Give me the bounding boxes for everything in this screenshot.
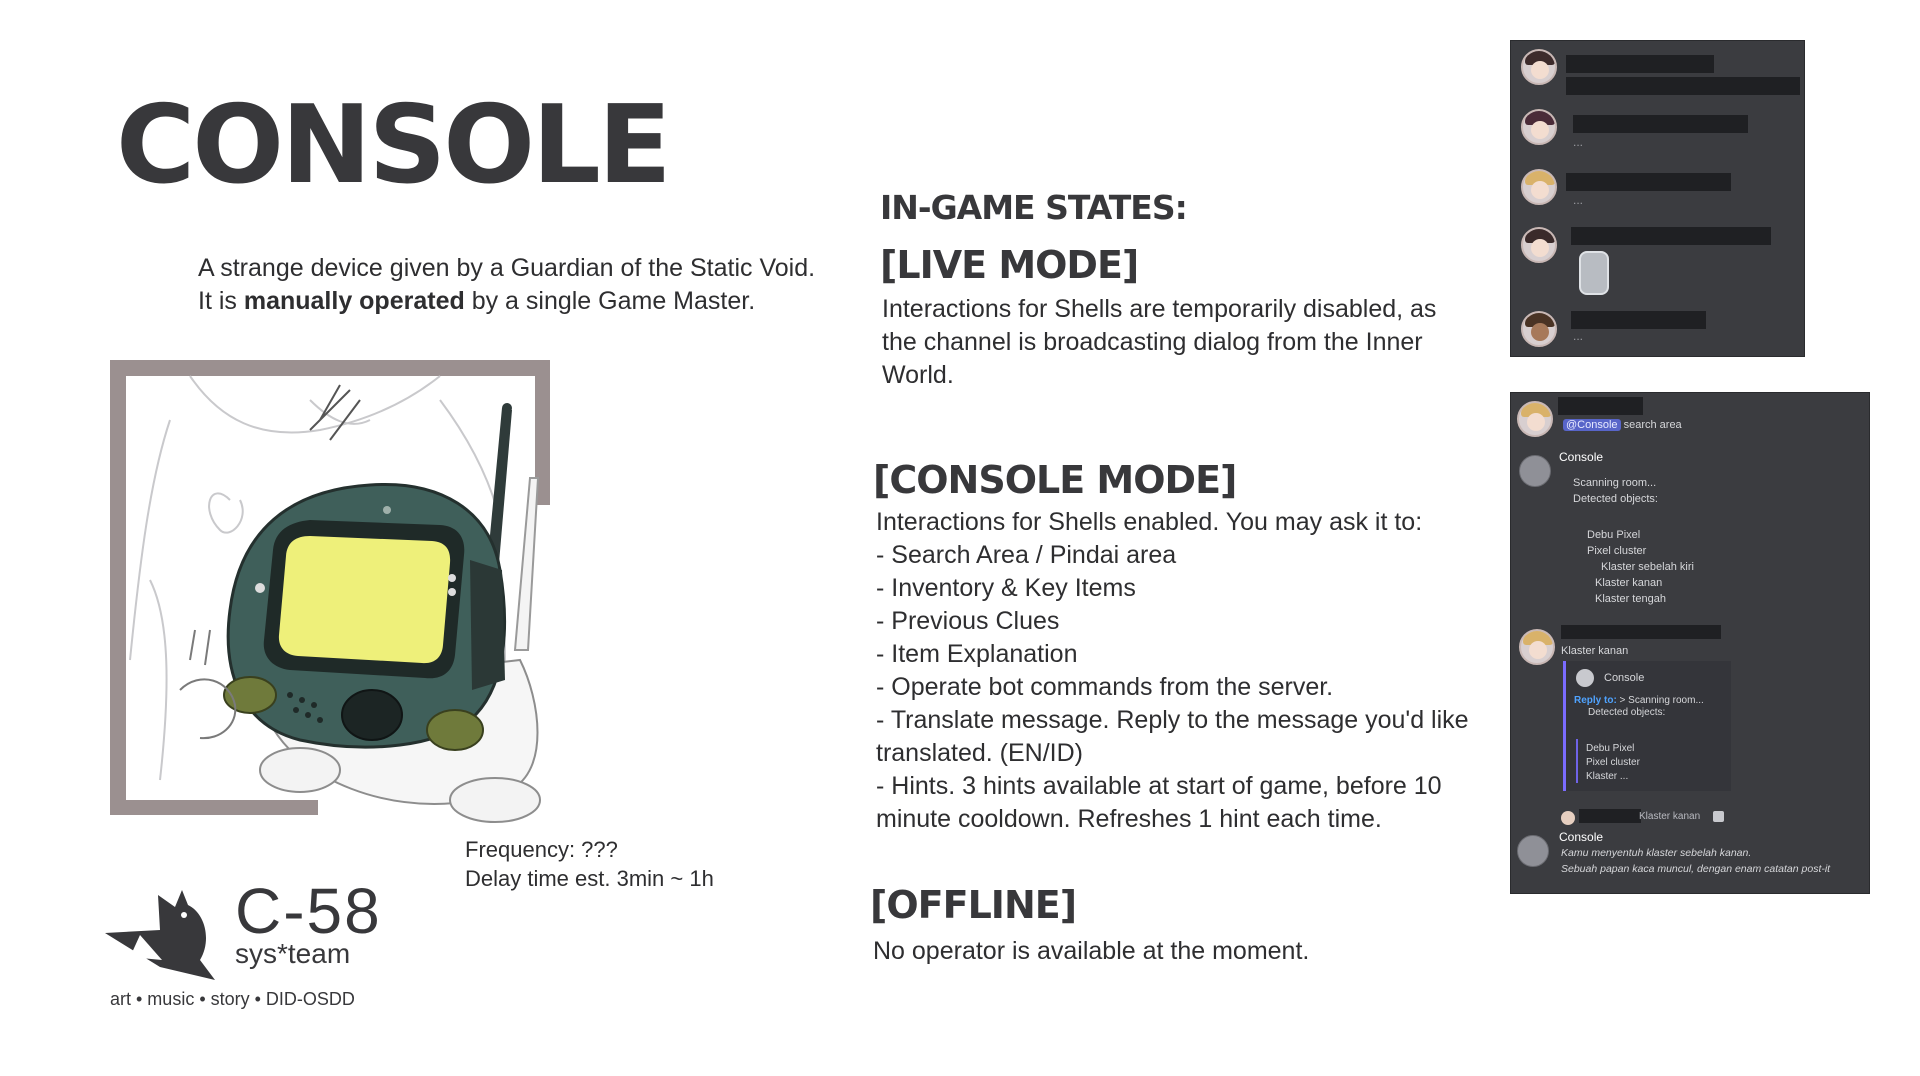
reply-detected: Detected objects: — [1588, 707, 1666, 718]
chat-panel-live — [1510, 40, 1805, 357]
avatar — [1517, 401, 1553, 437]
chat-dots: ... — [1573, 193, 1584, 207]
intro-line-2 — [198, 285, 815, 318]
delay-line: Delay time est. 3min ~ 1h — [465, 866, 714, 891]
c58-logo — [100, 875, 420, 1015]
offline-heading: [OFFLINE] — [870, 883, 1077, 927]
chat-dots: ... — [1573, 135, 1584, 149]
crow-logo-icon — [100, 885, 225, 985]
scan-line-1: Scanning room... — [1573, 477, 1657, 489]
avatar — [1521, 311, 1557, 347]
states-heading: IN-GAME STATES: — [880, 188, 1187, 227]
console-mode-line: - Item Explanation — [876, 640, 1078, 668]
console-mention[interactable]: @Console — [1563, 419, 1621, 431]
console-mode-line: Interactions for Shells enabled. You may ask it to: — [876, 508, 1423, 536]
console-mode-line: - Inventory & Key Items — [876, 574, 1136, 602]
command-message — [1563, 417, 1682, 433]
reply-label: Reply to: — [1574, 695, 1617, 706]
console-mode-line: - Search Area / Pindai area — [876, 541, 1177, 569]
object-item: Klaster tengah — [1595, 593, 1666, 605]
console-mode-heading: [CONSOLE MODE] — [873, 458, 1237, 502]
avatar — [1519, 629, 1555, 665]
user-message: Klaster kanan — [1561, 645, 1629, 657]
console-mode-list — [876, 506, 1486, 836]
redacted-text — [1566, 77, 1800, 95]
moai-sticker-icon — [1579, 251, 1609, 295]
console-mode-line: - Hints. 3 hints available at start of game, before 10 — [876, 772, 1442, 800]
avatar — [1521, 169, 1557, 205]
chat-dots: ... — [1573, 329, 1584, 343]
final-bot-name: Console — [1559, 830, 1604, 844]
reply-bot-name: Console — [1604, 672, 1645, 684]
intro-line-1: A strange device given by a Guardian of the Static Void. — [198, 254, 816, 282]
frequency-info — [465, 835, 714, 893]
intro-line-2-bold: manually operated — [243, 287, 465, 315]
redacted-name — [1558, 397, 1643, 415]
console-mode-line: translated. (EN/ID) — [876, 739, 1084, 767]
bot-name: Console — [1559, 450, 1604, 464]
console-mode-line: minute cooldown. Refreshes 1 hint each time. — [876, 805, 1382, 833]
console-mode-line: - Translate message. Reply to the message you'd like — [876, 706, 1469, 734]
redacted-name — [1571, 227, 1771, 245]
intro-line-2-pre: It is — [198, 287, 244, 315]
frequency-line: Frequency: ??? — [465, 837, 618, 862]
page-title: CONSOLE — [116, 83, 669, 208]
logo-tagline: art • music • story • DID-OSDD — [110, 989, 355, 1009]
object-item: Pixel cluster — [1587, 545, 1647, 557]
console-device-illustration — [110, 360, 670, 830]
reply-tree-line — [1576, 739, 1578, 783]
object-item: Klaster sebelah kiri — [1601, 561, 1694, 573]
reply-object: Pixel cluster — [1586, 757, 1640, 768]
chat-panel-console — [1510, 392, 1870, 894]
reply-object: Debu Pixel — [1586, 743, 1635, 754]
intro-line-2-post: by a single Game Master. — [464, 287, 756, 315]
console-bot-avatar — [1576, 669, 1594, 687]
console-mode-line: - Previous Clues — [876, 607, 1060, 635]
reply-quote-box — [1563, 661, 1731, 791]
console-bot-avatar — [1519, 455, 1551, 487]
reply-avatar-small — [1561, 811, 1575, 825]
console-bot-avatar — [1517, 835, 1549, 867]
redacted-name — [1579, 809, 1641, 823]
redacted-name — [1566, 173, 1731, 191]
redacted-name — [1571, 311, 1706, 329]
console-mode-line: - Operate bot commands from the server. — [876, 673, 1334, 701]
redacted-name — [1573, 115, 1748, 133]
reply-object: Klaster ... — [1586, 771, 1629, 782]
reply-quote: > Scanning room... — [1616, 695, 1704, 706]
reply-reference: Klaster kanan — [1639, 811, 1701, 822]
live-mode-heading: [LIVE MODE] — [880, 243, 1139, 287]
offline-text: No operator is available at the moment. — [873, 937, 1310, 965]
image-icon — [1713, 811, 1724, 822]
final-line-2: Sebuah papan kaca muncul, dengan enam catatan post-it — [1561, 863, 1831, 875]
object-item: Debu Pixel — [1587, 529, 1641, 541]
intro-text — [198, 252, 815, 318]
device-screen — [279, 536, 450, 663]
avatar — [1521, 109, 1557, 145]
redacted-name — [1561, 625, 1721, 639]
avatar — [1521, 227, 1557, 263]
object-item: Klaster kanan — [1595, 577, 1663, 589]
logo-brand: C-58 — [235, 875, 382, 947]
avatar — [1521, 49, 1557, 85]
command-text: search area — [1620, 419, 1682, 431]
live-mode-text: Interactions for Shells are temporarily disabled, as the channel is broadcasting dialog from the Inner World. — [882, 295, 1437, 389]
scan-line-2: Detected objects: — [1573, 493, 1658, 505]
final-line-1: Kamu menyentuh klaster sebelah kanan. — [1561, 847, 1752, 859]
logo-sub: sys*team — [235, 938, 351, 969]
redacted-name — [1566, 55, 1714, 73]
